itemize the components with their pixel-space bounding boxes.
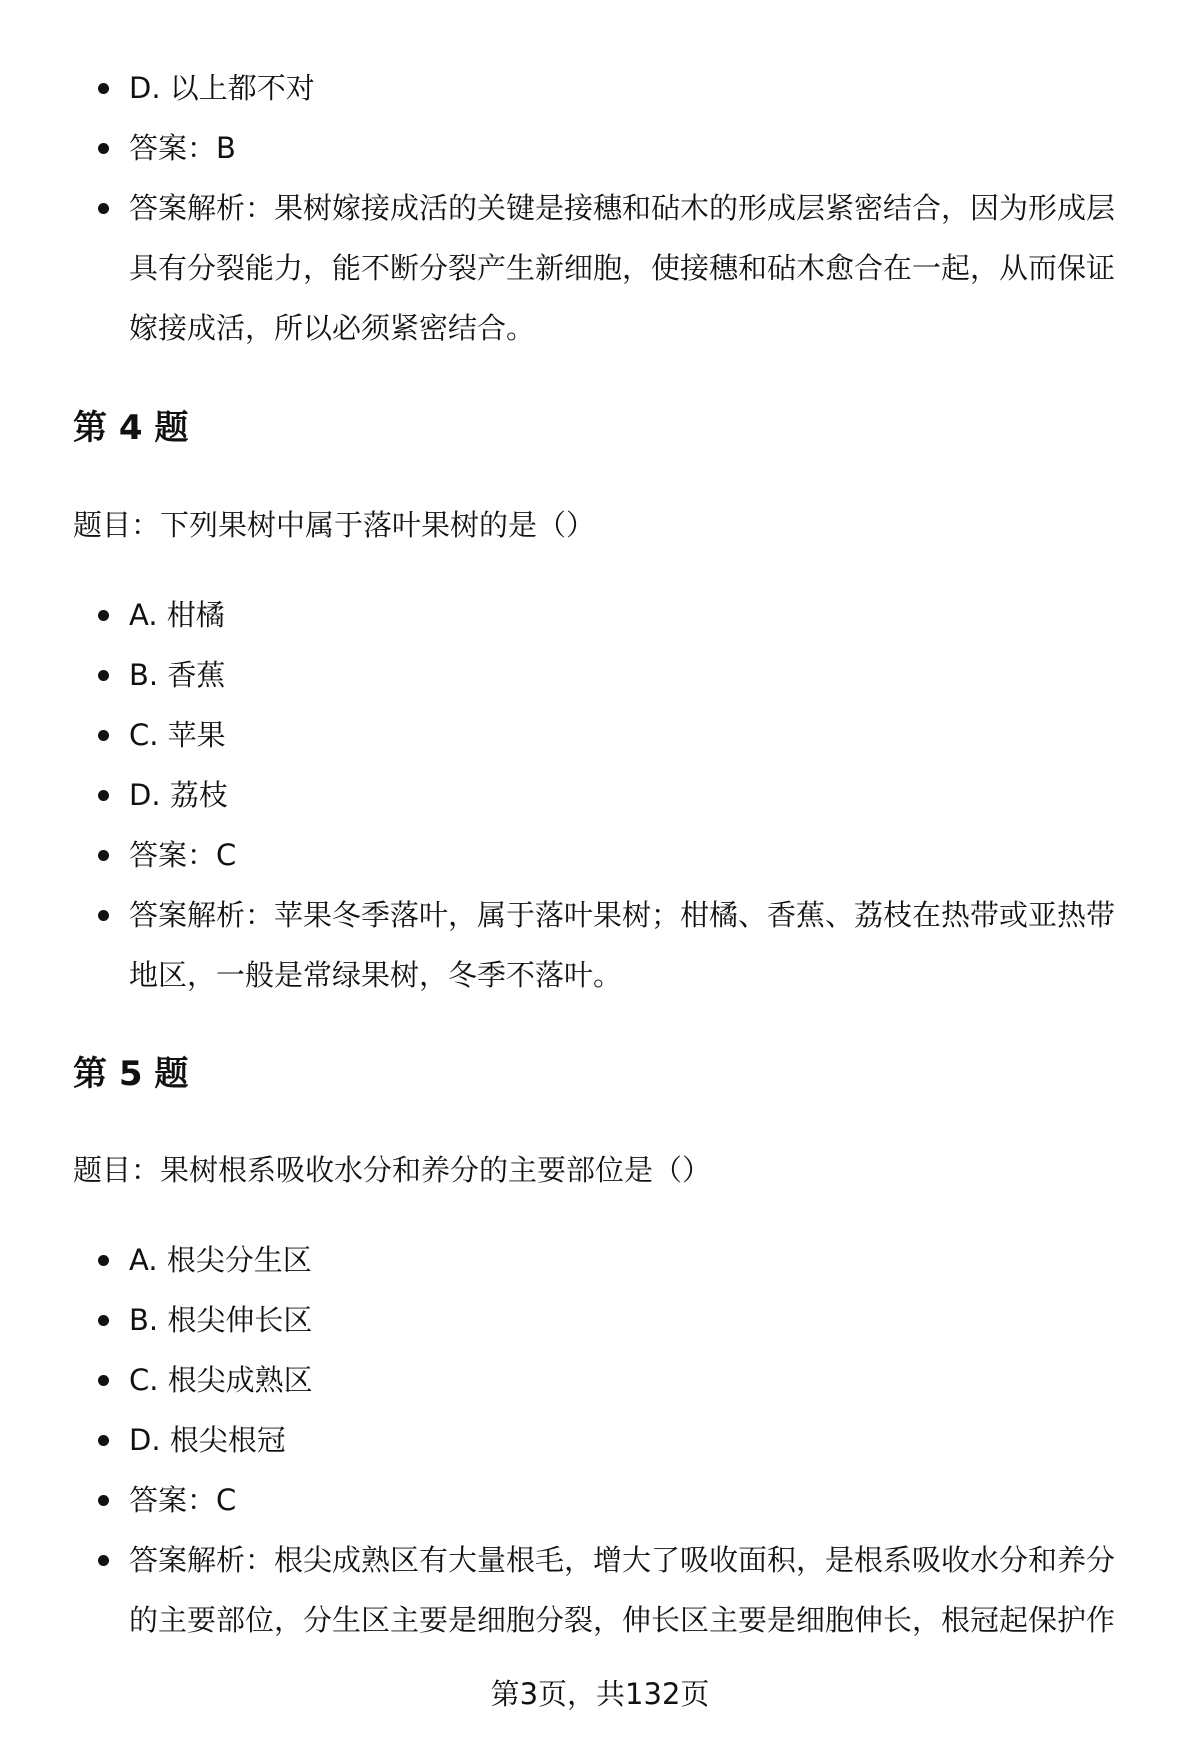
list-item: D. 以上都不对 bbox=[0, 58, 1200, 118]
bullet-icon bbox=[98, 730, 109, 741]
list-item: B. 香蕉 bbox=[0, 645, 1200, 705]
list-item: 答案解析：苹果冬季落叶，属于落叶果树；柑橘、香蕉、荔枝在热带或亚热带地区，一般是常绿果树，冬季不落叶。 bbox=[0, 885, 1200, 1005]
q3-option-list bbox=[0, 58, 1200, 358]
list-item: C. 苹果 bbox=[0, 705, 1200, 765]
bullet-icon bbox=[98, 1315, 109, 1326]
list-item: D. 荔枝 bbox=[0, 765, 1200, 825]
question-4-text: 题目：下列果树中属于落叶果树的是（） bbox=[73, 508, 596, 542]
question-4-heading: 第 4 题 bbox=[73, 408, 189, 448]
question-5-text: 题目：果树根系吸收水分和养分的主要部位是（） bbox=[73, 1153, 712, 1187]
bullet-icon bbox=[98, 1495, 109, 1506]
question-5-heading: 第 5 题 bbox=[73, 1054, 189, 1094]
bullet-icon bbox=[98, 1375, 109, 1386]
list-item: D. 根尖根冠 bbox=[0, 1410, 1200, 1470]
bullet-icon bbox=[98, 850, 109, 861]
q5-option-list bbox=[0, 1230, 1200, 1650]
bullet-icon bbox=[98, 790, 109, 801]
page-footer: 第3页，共132页 bbox=[490, 1677, 710, 1711]
list-item: A. 柑橘 bbox=[0, 585, 1200, 645]
list-item: 答案解析：根尖成熟区有大量根毛，增大了吸收面积，是根系吸收水分和养分的主要部位，分生区主要是细胞分裂，伸长区主要是细胞伸长，根冠起保护作 bbox=[0, 1530, 1200, 1650]
bullet-icon bbox=[98, 610, 109, 621]
list-item: 答案：C bbox=[0, 825, 1200, 885]
list-item: 答案解析：果树嫁接成活的关键是接穗和砧木的形成层紧密结合，因为形成层具有分裂能力，能不断分裂产生新细胞，使接穗和砧木愈合在一起，从而保证嫁接成活，所以必须紧密结合。 bbox=[0, 178, 1200, 358]
list-item: B. 根尖伸长区 bbox=[0, 1290, 1200, 1350]
bullet-icon bbox=[98, 1555, 109, 1566]
list-item: 答案：B bbox=[0, 118, 1200, 178]
q4-option-list bbox=[0, 585, 1200, 1005]
list-item: A. 根尖分生区 bbox=[0, 1230, 1200, 1290]
bullet-icon bbox=[98, 143, 109, 154]
bullet-icon bbox=[98, 910, 109, 921]
bullet-icon bbox=[98, 203, 109, 214]
list-item: C. 根尖成熟区 bbox=[0, 1350, 1200, 1410]
bullet-icon bbox=[98, 670, 109, 681]
bullet-icon bbox=[98, 83, 109, 94]
bullet-icon bbox=[98, 1435, 109, 1446]
list-item: 答案：C bbox=[0, 1470, 1200, 1530]
bullet-icon bbox=[98, 1255, 109, 1266]
